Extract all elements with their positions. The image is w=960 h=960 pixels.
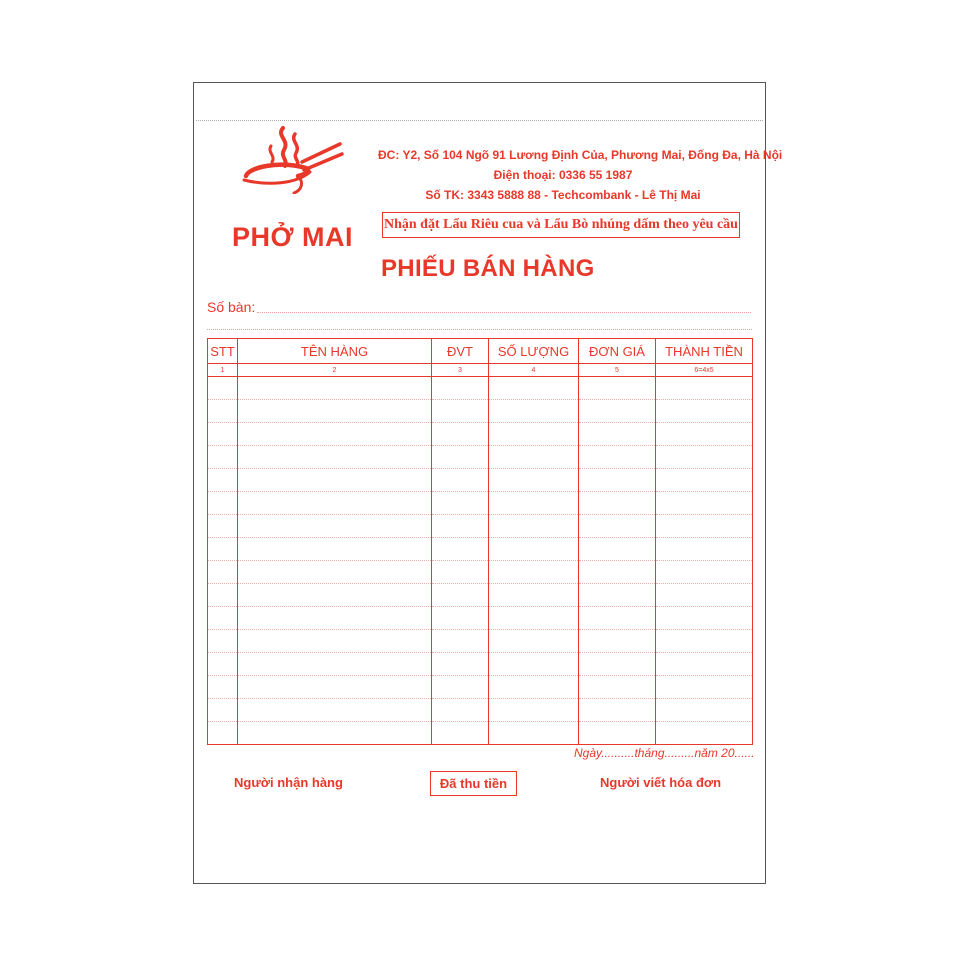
table-cell[interactable]: [579, 492, 656, 515]
table-cell[interactable]: [489, 469, 579, 492]
table-number-line[interactable]: [257, 312, 751, 313]
receiver-signature-label: Người nhận hàng: [234, 775, 343, 790]
table-cell[interactable]: [489, 699, 579, 722]
table-cell[interactable]: [579, 400, 656, 423]
table-cell[interactable]: [489, 377, 579, 400]
table-cell[interactable]: [432, 584, 489, 607]
table-row: [208, 400, 753, 423]
col-header-so-luong: SỐ LƯỢNG: [489, 339, 579, 364]
table-cell[interactable]: [208, 584, 238, 607]
table-cell[interactable]: [656, 722, 753, 745]
table-cell[interactable]: [656, 653, 753, 676]
table-cell[interactable]: [656, 699, 753, 722]
table-row: [208, 584, 753, 607]
date-line: Ngày..........tháng.........năm 20......: [574, 746, 755, 760]
table-cell[interactable]: [238, 538, 432, 561]
table-row: [208, 377, 753, 400]
column-number-row: [208, 364, 753, 377]
table-row: [208, 630, 753, 653]
table-row: [208, 607, 753, 630]
table-cell[interactable]: [656, 630, 753, 653]
table-cell[interactable]: [489, 722, 579, 745]
table-row: [208, 653, 753, 676]
col-number: 6=4x5: [656, 364, 753, 377]
table-cell[interactable]: [489, 400, 579, 423]
table-cell[interactable]: [432, 538, 489, 561]
table-cell[interactable]: [238, 515, 432, 538]
promo-box: Nhận đặt Lẩu Riêu cua và Lẩu Bò nhúng dấm theo yêu cầu: [382, 212, 740, 238]
address-text: ĐC: Y2, Số 104 Ngõ 91 Lương Định Của, Phương Mai, Đống Đa, Hà Nội: [378, 148, 783, 162]
table-row: [208, 469, 753, 492]
table-row: [208, 676, 753, 699]
table-row: [208, 492, 753, 515]
table-row: [208, 699, 753, 722]
table-cell[interactable]: [208, 446, 238, 469]
table-cell[interactable]: [432, 561, 489, 584]
table-cell[interactable]: [656, 607, 753, 630]
table-cell[interactable]: [579, 722, 656, 745]
table-cell[interactable]: [238, 699, 432, 722]
table-cell[interactable]: [238, 446, 432, 469]
table-cell[interactable]: [489, 446, 579, 469]
table-cell[interactable]: [489, 492, 579, 515]
items-table: [207, 338, 753, 745]
table-cell[interactable]: [432, 469, 489, 492]
table-cell[interactable]: [579, 423, 656, 446]
table-cell[interactable]: [208, 492, 238, 515]
table-cell[interactable]: [656, 446, 753, 469]
table-cell[interactable]: [238, 584, 432, 607]
table-cell[interactable]: [656, 492, 753, 515]
table-cell[interactable]: [208, 400, 238, 423]
table-cell[interactable]: [489, 561, 579, 584]
table-cell[interactable]: [432, 722, 489, 745]
col-number: 2: [238, 364, 432, 377]
table-cell[interactable]: [432, 699, 489, 722]
table-cell[interactable]: [432, 423, 489, 446]
separator-line: [207, 329, 752, 330]
table-cell[interactable]: [489, 515, 579, 538]
table-cell[interactable]: [656, 676, 753, 699]
table-cell[interactable]: [656, 538, 753, 561]
table-row: [208, 423, 753, 446]
table-cell[interactable]: [238, 607, 432, 630]
table-cell[interactable]: [579, 607, 656, 630]
table-cell[interactable]: [579, 515, 656, 538]
table-row: [208, 446, 753, 469]
table-cell[interactable]: [489, 584, 579, 607]
table-cell[interactable]: [432, 492, 489, 515]
col-header-don-gia: ĐƠN GIÁ: [579, 339, 656, 364]
table-row: [208, 722, 753, 745]
table-cell[interactable]: [208, 607, 238, 630]
table-cell[interactable]: [208, 676, 238, 699]
table-cell[interactable]: [579, 630, 656, 653]
col-header-dvt: ĐVT: [432, 339, 489, 364]
table-cell[interactable]: [579, 653, 656, 676]
table-row: [208, 561, 753, 584]
table-cell[interactable]: [432, 515, 489, 538]
table-cell[interactable]: [238, 561, 432, 584]
table-cell[interactable]: [238, 469, 432, 492]
table-cell[interactable]: [656, 423, 753, 446]
table-cell[interactable]: [208, 699, 238, 722]
table-cell[interactable]: [238, 653, 432, 676]
table-cell[interactable]: [238, 492, 432, 515]
table-cell[interactable]: [656, 515, 753, 538]
table-cell[interactable]: [238, 676, 432, 699]
table-cell[interactable]: [208, 423, 238, 446]
table-row: [208, 515, 753, 538]
table-cell[interactable]: [208, 469, 238, 492]
table-cell[interactable]: [656, 561, 753, 584]
table-cell[interactable]: [656, 377, 753, 400]
table-cell[interactable]: [238, 722, 432, 745]
brand-name: PHỞ MAI: [232, 222, 354, 252]
table-cell[interactable]: [208, 561, 238, 584]
table-cell[interactable]: [432, 446, 489, 469]
table-cell[interactable]: [238, 630, 432, 653]
writer-signature-label: Người viết hóa đơn: [600, 775, 722, 790]
table-cell[interactable]: [489, 607, 579, 630]
table-cell[interactable]: [656, 584, 753, 607]
col-number: 3: [432, 364, 489, 377]
table-cell[interactable]: [432, 676, 489, 699]
col-header-thanh-tien: THÀNH TIỀN: [656, 339, 753, 364]
table-cell[interactable]: [208, 653, 238, 676]
table-cell[interactable]: [579, 469, 656, 492]
table-cell[interactable]: [238, 400, 432, 423]
table-cell[interactable]: [432, 400, 489, 423]
table-cell[interactable]: [208, 630, 238, 653]
table-cell[interactable]: [656, 469, 753, 492]
table-cell[interactable]: [579, 561, 656, 584]
table-cell[interactable]: [432, 377, 489, 400]
table-cell[interactable]: [579, 699, 656, 722]
phone-text: Điện thoại: 0336 55 1987: [493, 168, 633, 182]
perforation-line: [196, 120, 763, 121]
table-cell[interactable]: [489, 676, 579, 699]
col-header-stt: STT: [208, 339, 238, 364]
table-cell[interactable]: [656, 400, 753, 423]
col-number: 5: [579, 364, 656, 377]
table-cell[interactable]: [579, 538, 656, 561]
table-row: [208, 538, 753, 561]
table-cell[interactable]: [579, 584, 656, 607]
table-cell[interactable]: [579, 676, 656, 699]
table-cell[interactable]: [489, 653, 579, 676]
document-title: PHIẾU BÁN HÀNG: [381, 255, 595, 282]
table-cell[interactable]: [208, 515, 238, 538]
table-cell[interactable]: [432, 630, 489, 653]
table-cell[interactable]: [579, 377, 656, 400]
account-text: Số TK: 3343 5888 88 - Techcombank - Lê Thị Mai: [425, 188, 701, 202]
pho-bowl-chopsticks-icon: [238, 124, 348, 194]
table-number-label: Số bàn:: [207, 299, 256, 315]
table-cell[interactable]: [208, 377, 238, 400]
table-cell[interactable]: [489, 538, 579, 561]
table-header-row: [208, 339, 753, 364]
col-header-ten-hang: TÊN HÀNG: [238, 339, 432, 364]
table-cell[interactable]: [579, 446, 656, 469]
col-number: 1: [208, 364, 238, 377]
col-number: 4: [489, 364, 579, 377]
table-cell[interactable]: [208, 538, 238, 561]
table-cell[interactable]: [238, 377, 432, 400]
table-cell[interactable]: [238, 423, 432, 446]
paid-stamp-box: Đã thu tiền: [430, 771, 517, 796]
table-cell[interactable]: [432, 607, 489, 630]
table-cell[interactable]: [432, 653, 489, 676]
table-cell[interactable]: [489, 423, 579, 446]
table-cell[interactable]: [208, 722, 238, 745]
table-cell[interactable]: [489, 630, 579, 653]
